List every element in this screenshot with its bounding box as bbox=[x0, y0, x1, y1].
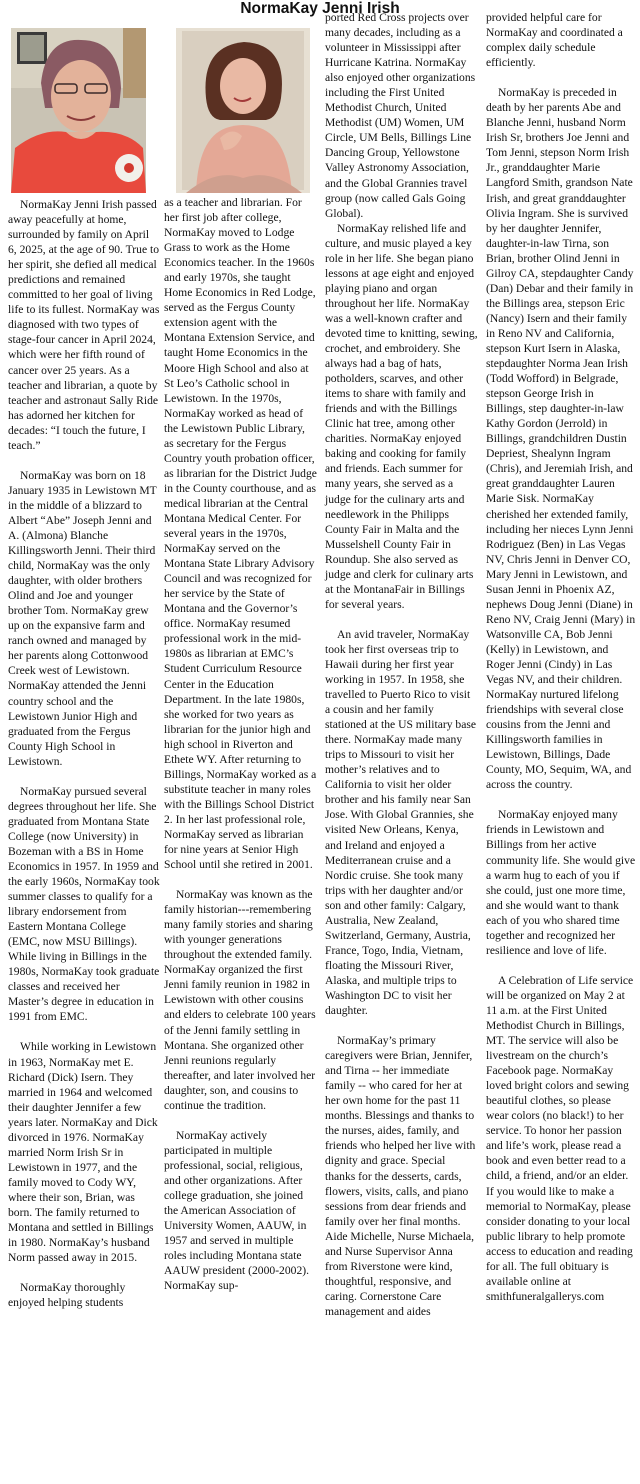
paragraph: provided helpful care for NormaKay and coordinated a complex daily schedule efficiently. bbox=[486, 11, 623, 70]
column-3 bbox=[325, 10, 478, 1334]
paragraph: NormaKay pursued several degrees throughout her life. She graduated from Montana State College (now University) in Bozeman with a BS in Home Economics in 1957. In 1959 and the early 1960s, NormaKay took summer classes to qualify for a library endorsement from Eastern Montana College (EMC, now MSU Billings). While living in Billings in the 1980s, NormaKay took graduate classes and received her Master’s degree in education in 1991 from EMC. bbox=[8, 784, 160, 1024]
recent-portrait-photo bbox=[11, 28, 146, 193]
paragraph: While working in Lewistown in 1963, NormaKay met E. Richard (Dick) Isern. They married in 1964 and welcomed their daughter Jennifer a few years later. NormaKay and Dick divorced in 1976. NormaKay married Norm Irish Sr in Lewistown in 1977, and the family moved to Cody WY, where their son, Brian, was born. The family returned to Montana and settled in Billings in 1980. NormaKay’s husband Norm passed away in 2015. bbox=[8, 1040, 158, 1265]
paragraph: NormaKay enjoyed many friends in Lewistown and Billings from her active community life. She would give a warm hug to each of you if she could, just one more time, and she would want to thank each of you who shared time together and recognized her resilience and love of life. bbox=[486, 808, 636, 957]
obituary-title: NormaKay Jenni Irish bbox=[240, 0, 400, 17]
paragraph: NormaKay was known as the family historian---remembering many family stories and sharing with younger generations throughout the extended family. NormaKay organized the first Jenni family reunion in 1982 in Lewistown with other cousins and elders to celebrate 100 years of the Jenni family settling in Montana. She organized other Jenni reunions regularly thereafter, and later involved her daughter, son, and cousins to continue the tradition. bbox=[164, 888, 316, 1112]
paragraph: NormaKay is preceded in death by her parents Abe and Blanche Jenni, husband Norm Irish Sr, brothers Joe Jenni and Tom Jenni, stepson Norm Irish Jr., granddaughter Marie Langford Smith, grandson Nate Irish, and great granddaughter Olivia Ingram. She is survived by her daughter Jennifer, daughter-in-law Tirna, son Brian, brother Olind Jenni in Gilroy CA, stepdaughter Candy (Dan) Debar and their family in the Billings area, stepson Eric (Nancy) Isern and their family in Reno NV and California, stepson Kurt Isern in Alaska, stepdaughter Norma Jean Irish (Todd Wofford) in Belgrade, stepson George Irish in Billings, step daughter-in-law Kathy Gordon (Jerrold) in Billings, grandchildren Dustin Depriest, Shealynn Ingram (Chris), and Jeremiah Irish, and great granddaughter Lauren Marie Sisk. NormaKay cherished her extended family, including her nieces Lynn Jenni Rodriguez (Ben) in Las Vegas NV, Chris Jenni in Denver CO, Mary Jenni in Lewistown, and Susan Jenni in Phoenix AZ, nephews Doug Jenni (Diane) in Reno NV, Craig Jenni (Mary) in Watsonville CA, Bob Jenni (Kelly) in Lewistown, and Roger Jenni (Cindy) in Las Vegas NV, and their children. NormaKay nurtured lifelong friendships with several close cousins from the Jenni and Killingsworth families in Lewistown, Billings, Dade County, MO, Sequim, WA, and across the country. bbox=[486, 86, 636, 792]
paragraph: NormaKay relished life and culture, and music played a key role in her life. She began piano lessons at age eight and enjoyed playing piano and organ throughout her life. NormaKay was a well-known crafter and devoted time to knitting, sewing, crochet, and embroidery. She always had a bag of hats, potholders, scarves, and other items to share with family and friends and with the Billings Clinic hat tree, among other charities. NormaKay enjoyed baking and cooking for family and friends. Each summer for many years, she served as a judge for the culinary arts and needlework in the Philipps County Fair in Malta and the Musselshell County Fair in Roundup. She also served as judge and clerk for culinary arts at the MontanaFair in Billings for several years. bbox=[325, 221, 478, 611]
paragraph: An avid traveler, NormaKay took her first overseas trip to Hawaii during her first year working in 1957. In 1958, she travelled to Puerto Rico to visit a cousin and her family stationed at the US military base there. NormaKay made many trips to Missouri to visit her mother’s relatives and to California to visit her older brother and his family near San Jose. With Global Grannies, she visited New Orleans, Kenya, and Ireland and enjoyed a Mediterranean cruise and a Nordic cruise. She took many trips with her daughter and/or son and other family: Calgary, Australia, New Zealand, Switzerland, Germany, Austria, France, Togo, India, Vietnam, floating the Missouri River, Alaska, and multiple trips to Washington DC to visit her daughter. bbox=[325, 627, 477, 1018]
paragraph: ported Red Cross projects over many decades, including as a volunteer in Mississippi after Hurricane Katrina. NormaKay also enjoyed other organizations including the First United Methodist Church, United Methodist (UM) Women, UM Circle, UM Bells, Billings Line Dancing Group, Yellowstone Valley Astronomy Association, and the Global Grannies travel group (now called Gals Going Global). bbox=[325, 11, 476, 220]
paragraph: A Celebration of Life service will be organized on May 2 at 11 a.m. at the First United Methodist Church in Billings, MT. The service will also be livestream on the church’s Facebook page. NormaKay loved bright colors and sewing beautiful clothes, so please wear colors (no black!) to her service. To honor her passion and life’s work, please read a book and even better read to a child, a friend, and/or an elder. If you would like to make a memorial to NormaKay, please consider donating to your local public library to help promote access to education and reading for all. The full obituary is available online at smithfuneralgallerys.com bbox=[486, 973, 634, 1303]
column-4 bbox=[486, 10, 636, 1319]
paragraph: NormaKay Jenni Irish passed away peacefully at home, surrounded by family on April 6, 2025, at the age of 90. True to her spirit, she defied all medical predictions and remained committed to her goal of living life to its fullest. NormaKay was diagnosed with two types of stage-four cancer in April 2024, which were her fifth round of cancer over 25 years. As a teacher and librarian, a quote by teacher and astronaut Sally Ride has adorned her kitchen for decades: “I touch the future, I teach.” bbox=[8, 198, 160, 452]
paragraph: NormaKay actively participated in multiple professional, social, religious, and other organizations. After college graduation, she joined the American Association of University Women, AAUW, in 1957 and served in multiple roles including Montana state AAUW president (2000-2002). NormaKay sup- bbox=[164, 1128, 310, 1293]
paragraph: as a teacher and librarian. For her first job after college, NormaKay moved to Lodge Grass to work as the Home Economics teacher. In the 1960s and early 1970s, she taught Home Economics in Red Lodge, served as the Fergus County extension agent with the Montana Extension Service, and taught Home Economics in the Moore High School and also at St Leo’s Catholic school in Lewistown. In the 1970s, NormaKay worked as head of the Lewistown Public Library, as secretary for the Fergus Country youth probation officer, as librarian for the District Judge in the County courthouse, and as medical librarian at the Central Montana Medical Center. For several years in the 1970s, NormaKay served on the Montana State Library Advisory Council and was recognized for her service by the State of Montana and the Governor’s office. NormaKay resumed professional work in the mid-1980s as librarian at EMC’s Student Curriculum Resource Center in the Education Department. In the late 1980s, she worked for two years as librarian for the junior high and high school in Riverton and Ethete WY. After returning to Billings, NormaKay worked as a substitute teacher in many roles with the Billings School District 2. In her last professional role, NormaKay served as librarian for nine years at Senior High School until she retired in 2001. bbox=[164, 196, 317, 872]
paragraph: NormaKay thoroughly enjoyed helping students bbox=[8, 1281, 126, 1310]
recent-portrait-image bbox=[11, 28, 146, 193]
paragraph: NormaKay was born on 18 January 1935 in Lewistown MT in the middle of a blizzard to Albert “Abe” Joseph Jenni and A. (Almona) Blanche Killingsworth Jenni. Their third child, NormaKay was the only daughter, with older brothers Olind and Joe and younger brother Tom. NormaKay grew up on the expansive farm and ranch owned and managed by her parents along Cottonwood Creek west of Lewistown. NormaKay attended the Jenni country school and the Lewistown Junior High and graduated from the Fergus County High School in Lewistown. bbox=[8, 468, 157, 768]
young-portrait-photo bbox=[176, 28, 310, 193]
young-portrait-image bbox=[176, 28, 310, 193]
column-1 bbox=[8, 197, 160, 1325]
column-2 bbox=[164, 195, 317, 1308]
paragraph: NormaKay’s primary caregivers were Brian, Jennifer, and Tirna -- her immediate family -- who cared for her at her own home for the past 11 months. Blessings and thanks to the nurses, aides, family, and friends who helped her live with dignity and grace. Special thanks for the desserts, cards, flowers, visits, calls, and piano sessions from dear friends and family over her final months. Aide Michelle, Nurse Michaela, and Nurse Supervisor Anna from Riverstone were kind, thoughtful, responsive, and caring. Cornerstone Care management and aides bbox=[325, 1034, 476, 1318]
